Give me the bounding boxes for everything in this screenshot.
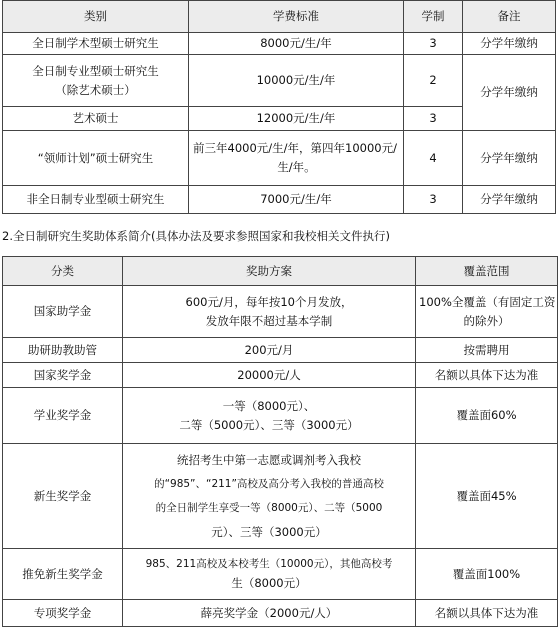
note-cell: 分学年缴纳 — [463, 33, 556, 55]
coverage-cell: 名额以具体下达为准 — [416, 600, 558, 627]
coverage-cell: 覆盖面60% — [416, 388, 558, 444]
table-row — [3, 33, 556, 55]
header-fee: 学费标准 — [189, 1, 404, 33]
fee-cell: 7000元/生/年 — [189, 186, 404, 214]
scholarship-header-row — [3, 257, 558, 286]
category-cell: 学业奖学金 — [3, 388, 123, 444]
fee-line: 前三年4000元/生/年，第四年10000元/ — [193, 141, 397, 155]
plan-cell: 薛亮奖学金（2000元/人） — [123, 600, 416, 627]
header-coverage: 覆盖范围 — [416, 257, 558, 286]
header-category: 类别 — [3, 1, 189, 33]
coverage-cell: 覆盖面45% — [416, 444, 558, 549]
plan-line: 的全日制学生享受一等（8000元）、二等（5000 — [155, 502, 383, 514]
plan-cell — [123, 286, 416, 338]
category-line: 全日制专业型硕士研究生 — [32, 63, 159, 78]
note-cell: 分学年缴纳 — [463, 186, 556, 214]
note-cell: 分学年缴纳 — [463, 55, 556, 131]
coverage-cell: 覆盖面100% — [416, 549, 558, 600]
table-row — [3, 338, 558, 363]
table-row — [3, 600, 558, 627]
plan-cell — [123, 549, 416, 600]
fee-cell: 10000元/生/年 — [189, 55, 404, 107]
fee-cell: 8000元/生/年 — [189, 33, 404, 55]
years-cell: 3 — [404, 186, 463, 214]
tuition-table — [2, 0, 556, 214]
coverage-cell: 按需聘用 — [416, 338, 558, 363]
plan-cell: 20000元/人 — [123, 363, 416, 388]
years-cell: 2 — [404, 55, 463, 107]
table-row — [3, 131, 556, 186]
years-cell: 4 — [404, 131, 463, 186]
years-cell: 3 — [404, 107, 463, 131]
category-line: （除艺术硕士） — [55, 82, 136, 97]
plan-line: 元）、三等（3000元） — [211, 525, 327, 539]
coverage-line: 的除外） — [463, 313, 510, 328]
table-row — [3, 363, 558, 388]
fee-cell: 12000元/生/年 — [189, 107, 404, 131]
plan-line: 985、211高校及本校考生（10000元），其他高校考 — [145, 558, 393, 570]
category-cell: 艺术硕士 — [3, 107, 189, 131]
coverage-cell — [416, 286, 558, 338]
plan-cell: 200元/月 — [123, 338, 416, 363]
plan-cell — [123, 444, 416, 549]
plan-line: 统招考生中第一志愿或调剂考入我校 — [177, 453, 361, 467]
plan-line: 生（8000元） — [231, 576, 307, 590]
table-row — [3, 186, 556, 214]
fee-cell — [189, 131, 404, 186]
tuition-header-row — [3, 1, 556, 33]
years-cell: 3 — [404, 33, 463, 55]
scholarship-table — [2, 256, 558, 627]
plan-line: 发放年限不超过基本学制 — [205, 313, 333, 328]
header-note: 备注 — [463, 1, 556, 33]
header-plan: 奖助方案 — [123, 257, 416, 286]
note-cell: 分学年缴纳 — [463, 131, 556, 186]
table-row — [3, 55, 556, 107]
header-category: 分类 — [3, 257, 123, 286]
table-row — [3, 444, 558, 549]
section-note: 2.全日制研究生奖助体系简介(具体办法及要求参照国家和我校相关文件执行) — [2, 229, 390, 243]
coverage-cell: 名额以具体下达为准 — [416, 363, 558, 388]
category-cell: 非全日制专业型硕士研究生 — [3, 186, 189, 214]
plan-cell — [123, 388, 416, 444]
table-row — [3, 388, 558, 444]
fee-line: 生/年。 — [277, 160, 316, 174]
coverage-line: 100%全覆盖（有固定工资 — [419, 294, 556, 309]
plan-line: 二等（5000元）、三等（3000元） — [179, 417, 359, 432]
category-cell: 全日制学术型硕士研究生 — [3, 33, 189, 55]
category-cell: 推免新生奖学金 — [3, 549, 123, 600]
category-cell: 新生奖学金 — [3, 444, 123, 549]
category-cell: 国家奖学金 — [3, 363, 123, 388]
table-row — [3, 549, 558, 600]
category-cell — [3, 55, 189, 107]
header-years: 学制 — [404, 1, 463, 33]
table-row — [3, 286, 558, 338]
category-cell: 国家助学金 — [3, 286, 123, 338]
plan-line: 一等（8000元）、 — [222, 398, 316, 413]
plan-line: 的“985”、“211”高校及高分考入我校的普通高校 — [154, 478, 384, 490]
category-cell: 专项奖学金 — [3, 600, 123, 627]
plan-line: 600元/月，每年按10个月发放， — [185, 294, 353, 309]
category-cell: “领师计划”硕士研究生 — [3, 131, 189, 186]
category-cell: 助研助教助管 — [3, 338, 123, 363]
